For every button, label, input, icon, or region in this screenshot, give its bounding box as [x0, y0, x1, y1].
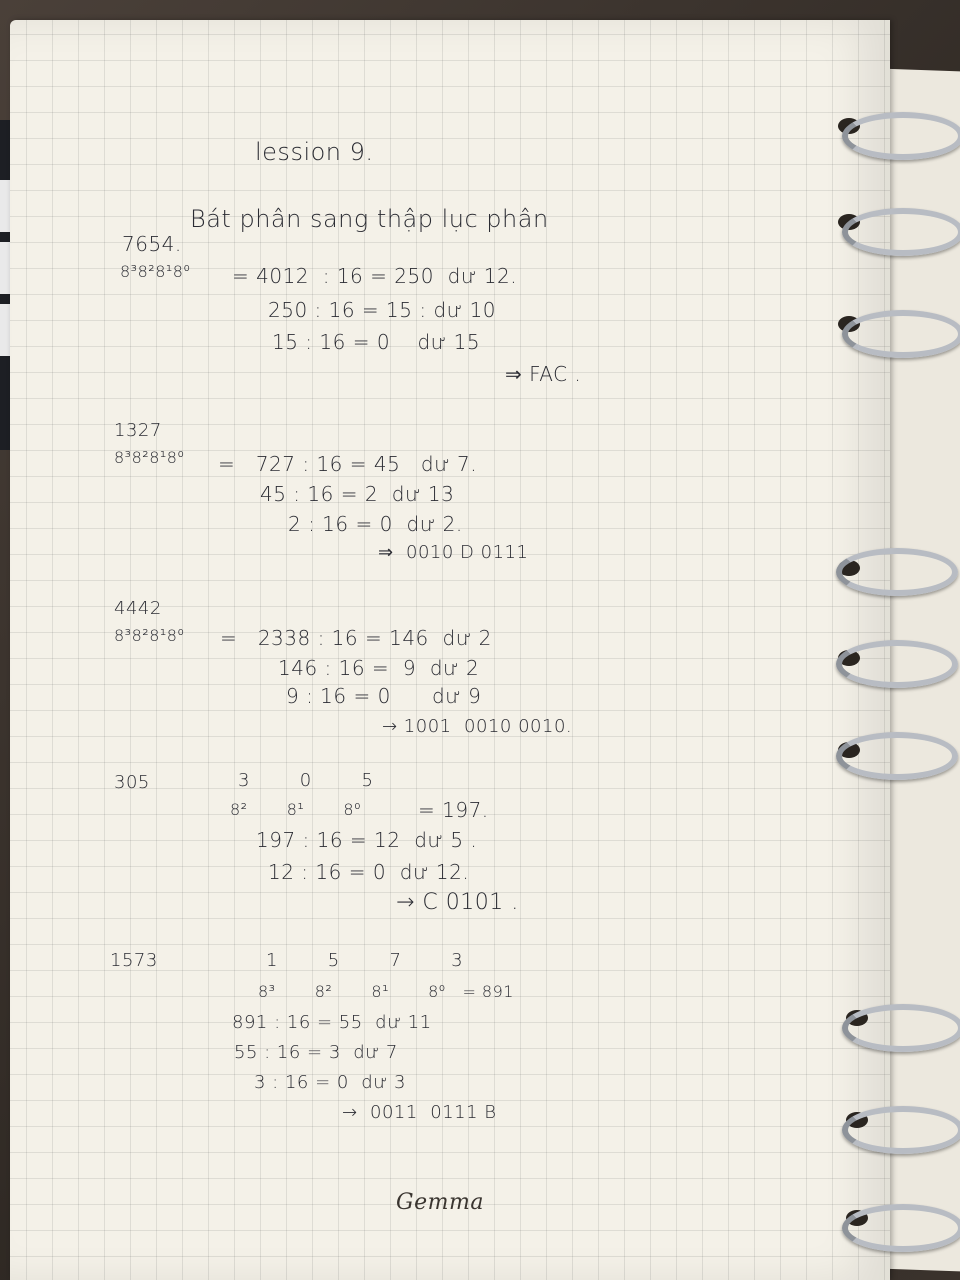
binder-ring: [836, 732, 958, 780]
calc-line: 15 : 16 = 0 dư 15: [272, 330, 481, 354]
problem-digits: 3 0 5: [238, 770, 374, 791]
result-line: → C 0101 .: [396, 890, 519, 915]
calc-line: = 4012 : 16 = 250 dư 12.: [232, 264, 518, 288]
calc-line: = 197.: [418, 798, 489, 822]
calc-line: 9 : 16 = 0 dư 9: [286, 684, 482, 708]
problem-number: 305: [114, 772, 150, 793]
result-line: ⇒ FAC .: [505, 362, 582, 386]
problem-digits: 1 5 7 3: [266, 950, 464, 971]
calc-line: 2 : 16 = 0 dư 2.: [288, 512, 463, 536]
signature: Gemma: [396, 1190, 484, 1215]
calc-line: 146 : 16 = 9 dư 2: [278, 656, 480, 680]
binder-ring: [842, 310, 960, 358]
problem-number: 7654.: [122, 232, 182, 256]
calc-line: 250 : 16 = 15 : dư 10: [268, 298, 497, 322]
result-line: ⇒ 0010 D 0111: [378, 542, 529, 563]
calc-line: 55 : 16 = 3 dư 7: [234, 1042, 398, 1063]
calc-line: 891 : 16 = 55 dư 11: [232, 1012, 432, 1033]
problem-powers: 8³8²8¹8⁰: [114, 448, 185, 467]
binder-ring: [842, 1106, 960, 1154]
problem-number: 4442: [114, 598, 162, 619]
binder-ring: [842, 1204, 960, 1252]
problem-powers: 8³8²8¹8⁰: [114, 626, 185, 645]
problem-powers: 8³8²8¹8⁰: [120, 262, 191, 281]
calc-line: 45 : 16 = 2 dư 13: [260, 482, 455, 506]
binder-ring: [842, 112, 960, 160]
calc-line: 197 : 16 = 12 dư 5 .: [256, 828, 478, 852]
calc-line: 12 : 16 = 0 dư 12.: [268, 860, 470, 884]
problem-number: 1573: [110, 950, 158, 971]
binder-ring: [842, 1004, 960, 1052]
page-heading: Bát phân sang thập lục phân: [190, 205, 549, 233]
binder-ring: [836, 640, 958, 688]
result-line: → 1001 0010 0010.: [382, 716, 573, 737]
calc-line: = 727 : 16 = 45 dư 7.: [218, 452, 478, 476]
calc-line: = 2338 : 16 = 146 dư 2: [220, 626, 492, 650]
result-line: → 0011 0111 B: [342, 1102, 497, 1123]
problem-number: 1327: [114, 420, 162, 441]
binder-ring: [836, 548, 958, 596]
notebook-page: [10, 20, 890, 1280]
page-title: lession 9.: [255, 138, 374, 166]
calc-line: 3 : 16 = 0 dư 3: [254, 1072, 406, 1093]
binder-ring: [842, 208, 960, 256]
problem-powers: 8³ 8² 8¹ 8⁰ = 891: [258, 982, 514, 1001]
problem-powers: 8² 8¹ 8⁰: [230, 800, 361, 819]
